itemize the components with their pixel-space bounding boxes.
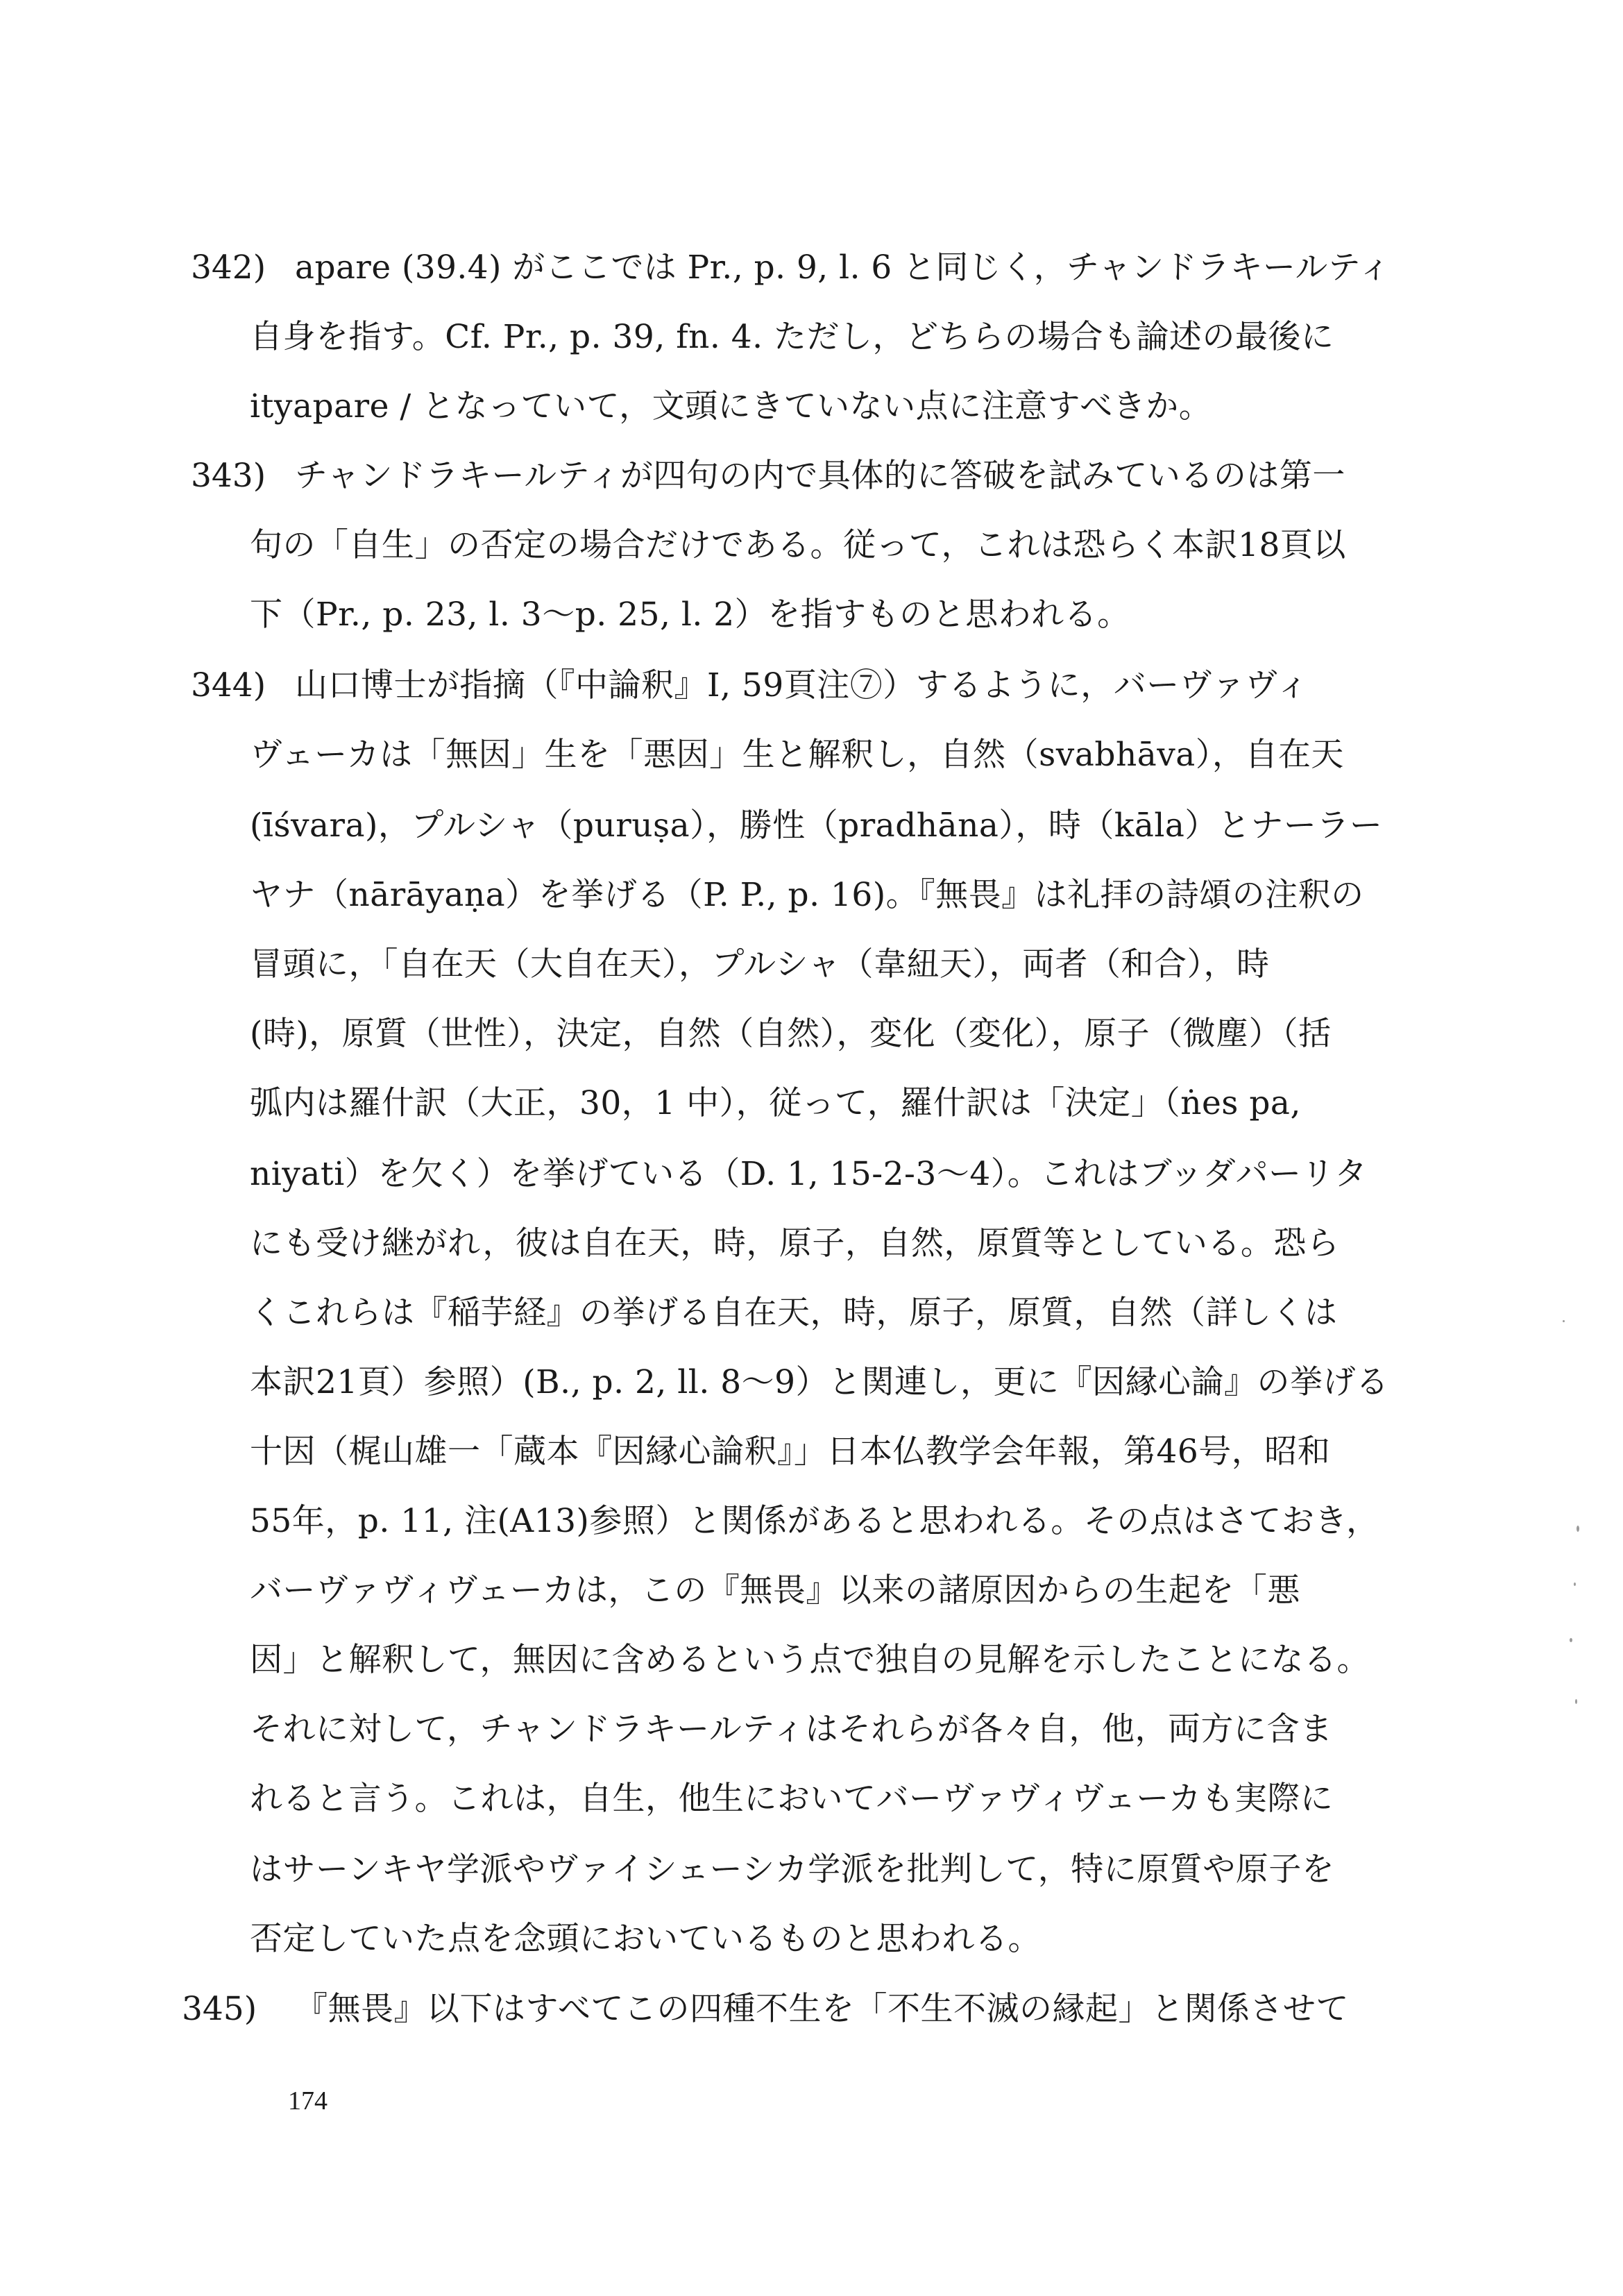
note-line: それに対して，チャンドラキールティはそれらが各々自，他，両方に含ま bbox=[250, 1710, 1333, 1748]
note-line: 山口博士が指摘（『中論釈』I, 59頁注⑦）するように，バーヴァヴィ bbox=[295, 666, 1309, 704]
note-line: 因」と解釈して，無因に含めるという点で独自の見解を示したことになる。 bbox=[250, 1641, 1370, 1679]
note-line: ヤナ（nārāyaṇa）を挙げる（P. P., p. 16)。『無畏』は礼拝の詩頌の注釈の bbox=[250, 876, 1364, 914]
note-line: ityapare / となっていて，文頭にきていない点に注意すべきか。 bbox=[250, 387, 1212, 425]
note-line: 本訳21頁）参照）(B., p. 2, ll. 8～9）と関連し，更に『因縁心論』の挙げる bbox=[250, 1363, 1389, 1401]
note-line: れると言う。これは，自生，他生においてバーヴァヴィヴェーカも実際に bbox=[250, 1780, 1334, 1818]
note-line: (時)，原質（世性），決定，自然（自然），変化（変化），原子（微塵）（括 bbox=[250, 1015, 1332, 1053]
note-line: ヴェーカは「無因」生を「悪因」生と解釈し，自然（svabhāva），自在天 bbox=[250, 736, 1344, 774]
note-line: 十因（梶山雄一「蔵本『因縁心論釈』」日本仏教学会年報，第46号，昭和 bbox=[250, 1433, 1331, 1471]
note-line: niyati）を欠く）を挙げている（D. 1, 15-2-3～4）。これはブッダパーリタ bbox=[250, 1155, 1368, 1193]
note-number: 343) bbox=[191, 457, 266, 495]
scan-speck bbox=[1563, 1320, 1565, 1322]
scan-speck bbox=[1574, 1582, 1576, 1586]
note-line: チャンドラキールティが四句の内で具体的に答破を試みているのは第一 bbox=[295, 457, 1345, 495]
note-line: はサーンキヤ学派やヴァイシェーシカ学派を批判して，特に原質や原子を bbox=[250, 1850, 1335, 1889]
note-number: 344) bbox=[191, 666, 266, 704]
note-line: apare (39.4) がここでは Pr., p. 9, l. 6 と同じく，チャンドラキールティ bbox=[295, 248, 1391, 287]
page-number: 174 bbox=[288, 2086, 328, 2116]
note-line: 自身を指す。Cf. Pr., p. 39, fn. 4. ただし，どちらの場合も論述の最後に bbox=[250, 318, 1334, 356]
note-line: (īśvara)，プルシャ（puruṣa），勝性（pradhāna），時（kāla）とナーラー bbox=[250, 807, 1383, 845]
scan-speck bbox=[1577, 1526, 1579, 1532]
note-line: 冒頭に，「自在天（大自在天），プルシャ（韋紐天），両者（和合），時 bbox=[250, 945, 1270, 984]
note-line: 『無畏』以下はすべてこの四種不生を「不生不滅の縁起」と関係させて bbox=[295, 1990, 1350, 2028]
note-line: 55年，p. 11, 注(A13)参照）と関係があると思われる。その点はさておき， bbox=[250, 1502, 1379, 1540]
note-line: くこれらは『稲芋経』の挙げる自在天，時，原子，原質，自然（詳しくは bbox=[250, 1294, 1338, 1332]
note-line: にも受け継がれ，彼は自在天，時，原子，自然，原質等としている。恐ら bbox=[250, 1224, 1340, 1263]
note-line: 弧内は羅什訳（大正，30，1 中），従って，羅什訳は「決定」（ṅes pa, bbox=[250, 1084, 1301, 1122]
note-line: バーヴァヴィヴェーカは，この『無畏』以来の諸原因からの生起を「悪 bbox=[250, 1571, 1300, 1610]
scan-speck bbox=[1570, 1638, 1572, 1642]
note-number: 345) bbox=[182, 1990, 257, 2028]
note-number: 342) bbox=[191, 248, 266, 287]
note-line: 否定していた点を念頭においているものと思われる。 bbox=[250, 1920, 1041, 1958]
note-line: 下（Pr., p. 23, l. 3～p. 25, l. 2）を指すものと思われる。 bbox=[250, 596, 1130, 634]
note-line: 句の「自生」の否定の場合だけである。従って，これは恐らく本訳18頁以 bbox=[250, 526, 1346, 564]
scan-speck bbox=[1575, 1699, 1577, 1704]
